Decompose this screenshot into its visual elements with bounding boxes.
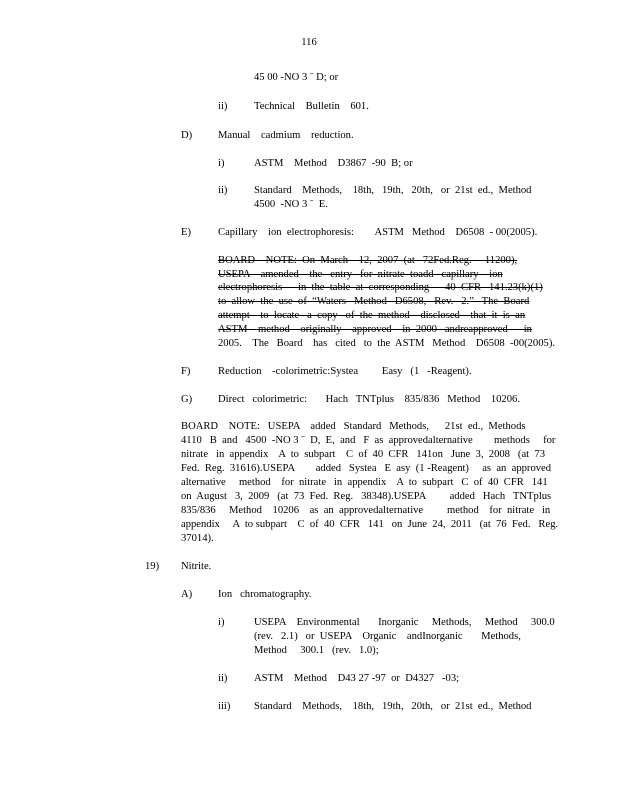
board-note-line: alternative method for nitrate in appendix A to subpart C of 40 CFR 141 [181,477,548,488]
item-text: Standard Methods, 18th, 19th, 20th, or 21st ed., Method [254,701,532,712]
board-note-line: Fed. Reg. 31616).USEPA added Systea E asy (1 -Reagent) as an approved [181,463,552,474]
item-text: Standard Methods, 18th, 19th, 20th, or 21st ed., Method [254,185,532,196]
board-note-line: BOARD NOTE: USEPA added Standard Methods, 21st ed., Methods [181,421,526,432]
item-marker: E) [181,227,191,238]
board-note-line: appendix A to subpart C of 40 CFR 141 on June 24, 2011 (at 76 Fed. Reg. [181,519,559,530]
section-heading: Nitrite. [181,561,212,572]
item-text: USEPA Environmental Inorganic Methods, Method 300.0 [254,617,555,628]
item-text: Direct colorimetric: Hach TNTplus 835/836 Method 10206. [218,394,520,405]
continuation-line: 45 00 -NO 3 ˉ D; or [254,72,339,83]
section-marker: 19) [145,561,160,572]
item-marker: A) [181,589,193,600]
item-text: ASTM Method D43 27 -97 or D4327 -03; [254,673,460,684]
struck-note-line: to allow the use of “Waters Method D6508, Rev. 2.” The Board [218,296,530,307]
item-marker: D) [181,130,193,141]
item-marker: G) [181,394,193,405]
item-marker: F) [181,366,191,377]
item-text: (rev. 2.1) or USEPA Organic andInorganic Methods, [254,631,521,642]
struck-note-line: attempt to locate a copy of the method disclosed that it is an [218,310,526,321]
item-text: Capillary ion electrophoresis: ASTM Method D6508 - 00(2005). [218,227,538,238]
item-text: ASTM Method D3867 -90 B; or [254,158,413,169]
item-text: 4500 -NO 3 ˉ E. [254,199,328,210]
item-marker: ii) [218,673,228,684]
item-marker: iii) [218,701,231,712]
struck-note-line: electrophoresis in the table at corresponding 40 CFR 141.23(k)(1) [218,282,543,293]
board-note-line: on August 3, 2009 (at 73 Fed. Reg. 38348).USEPA added Hach TNTplus [181,491,552,502]
struck-note-line: BOARD NOTE: On March 12, 2007 (at 72Fed.Reg. 11200), [218,255,518,266]
board-note-line: nitrate in appendix A to subpart C of 40 CFR 141on June 3, 2008 (at 73 [181,449,545,460]
struck-note-line: USEPA amended the entry for nitrate toadd capillary ion [218,269,503,280]
item-text: Method 300.1 (rev. 1.0); [254,645,379,656]
item-text: Technical Bulletin 601. [254,101,369,112]
item-marker: ii) [218,101,228,112]
item-marker: i) [218,158,225,169]
page-number: 116 [301,37,317,48]
board-note-line: 4110 B and 4500 -NO 3 ˉ D, E, and F as approvedalternative methods for [181,435,556,446]
struck-note-line: ASTM method originally approved in 2000 andreapproved in [218,324,532,335]
board-note-line: 37014). [181,533,214,544]
note-line: 2005. The Board has cited to the ASTM Method D6508 -00(2005). [218,338,556,349]
item-text: Reduction -colorimetric:Systea Easy (1 -Reagent). [218,366,472,377]
board-note-line: 835/836 Method 10206 as an approvedalternative method for nitrate in [181,505,551,516]
item-marker: ii) [218,185,228,196]
item-text: Ion chromatography. [218,589,312,600]
item-text: Manual cadmium reduction. [218,130,354,141]
item-marker: i) [218,617,225,628]
